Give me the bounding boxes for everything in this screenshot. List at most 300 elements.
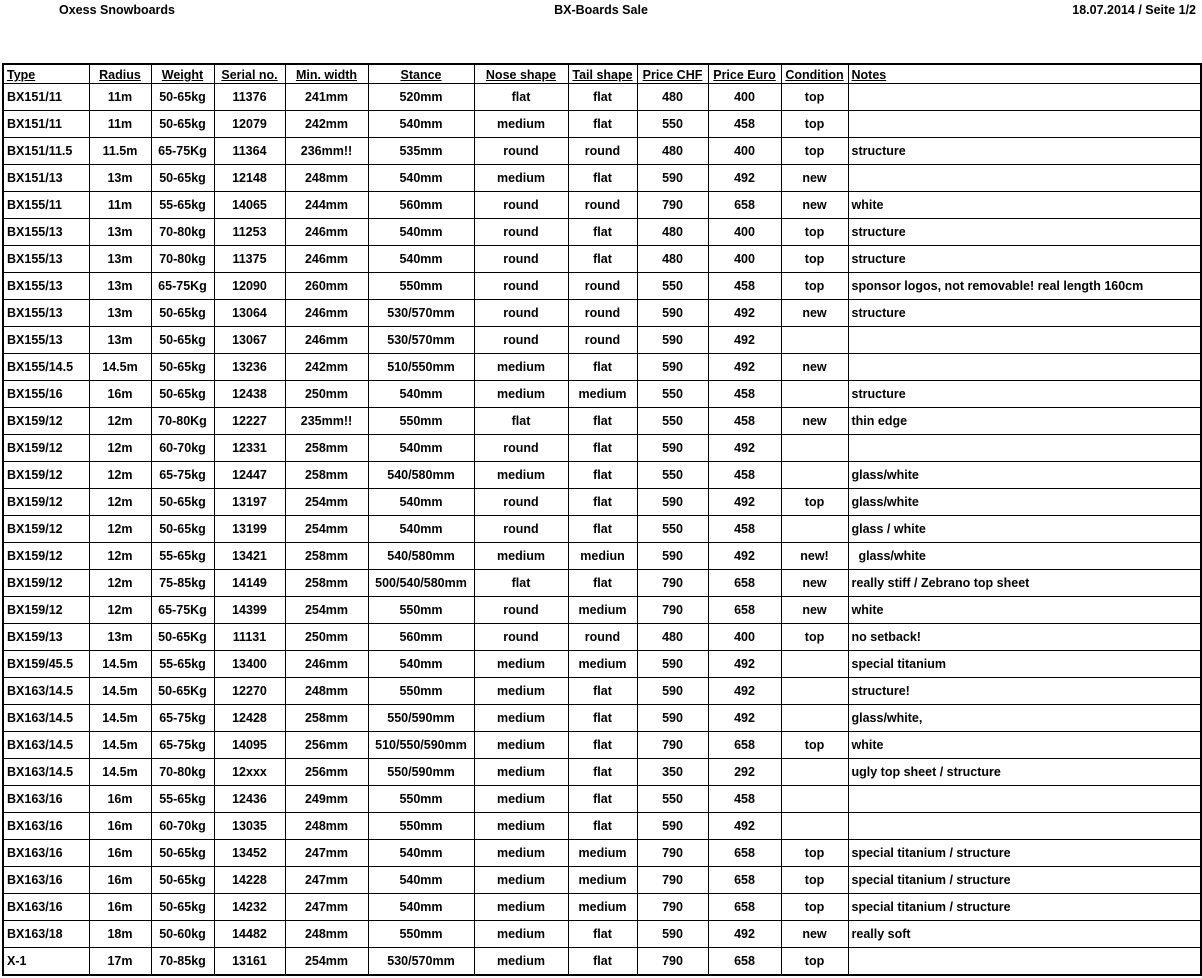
cell-serial-no: 11131 bbox=[214, 624, 285, 651]
cell-min-width: 246mm bbox=[285, 327, 368, 354]
cell-min-width: 254mm bbox=[285, 489, 368, 516]
cell-stance: 540mm bbox=[368, 381, 474, 408]
column-header-stance: Stance bbox=[368, 64, 474, 84]
cell-serial-no: 13035 bbox=[214, 813, 285, 840]
table-row bbox=[3, 597, 1201, 624]
table-row bbox=[3, 867, 1201, 894]
cell-price-chf: 790 bbox=[637, 894, 708, 921]
cell-nose-shape: medium bbox=[474, 651, 568, 678]
cell-type: BX163/14.5 bbox=[3, 678, 89, 705]
table-row bbox=[3, 516, 1201, 543]
cell-price-euro: 492 bbox=[708, 354, 781, 381]
cell-price-chf: 550 bbox=[637, 408, 708, 435]
cell-price-chf: 590 bbox=[637, 300, 708, 327]
cell-type: BX155/13 bbox=[3, 219, 89, 246]
cell-nose-shape: round bbox=[474, 246, 568, 273]
table-row bbox=[3, 921, 1201, 948]
cell-serial-no: 13452 bbox=[214, 840, 285, 867]
cell-weight: 60-70kg bbox=[151, 435, 214, 462]
cell-weight: 50-60kg bbox=[151, 921, 214, 948]
cell-stance: 520mm bbox=[368, 84, 474, 111]
table-row bbox=[3, 813, 1201, 840]
cell-weight: 65-75Kg bbox=[151, 273, 214, 300]
cell-notes: sponsor logos, not removable! real length 160cm bbox=[848, 273, 1201, 300]
cell-notes: ugly top sheet / structure bbox=[848, 759, 1201, 786]
cell-stance: 550mm bbox=[368, 408, 474, 435]
cell-radius: 12m bbox=[89, 516, 151, 543]
cell-min-width: 242mm bbox=[285, 354, 368, 381]
cell-radius: 14.5m bbox=[89, 651, 151, 678]
cell-condition: top bbox=[781, 138, 848, 165]
cell-price-chf: 790 bbox=[637, 570, 708, 597]
cell-stance: 550mm bbox=[368, 813, 474, 840]
cell-nose-shape: medium bbox=[474, 543, 568, 570]
cell-tail-shape: flat bbox=[568, 948, 637, 976]
cell-price-chf: 550 bbox=[637, 111, 708, 138]
column-header-radius: Radius bbox=[89, 64, 151, 84]
cell-type: BX159/45.5 bbox=[3, 651, 89, 678]
document-subtitle: BX-Boards Sale bbox=[554, 3, 648, 17]
cell-radius: 12m bbox=[89, 543, 151, 570]
column-header-notes: Notes bbox=[848, 64, 1201, 84]
table-row bbox=[3, 300, 1201, 327]
cell-weight: 55-65kg bbox=[151, 651, 214, 678]
table-row bbox=[3, 381, 1201, 408]
cell-weight: 60-70kg bbox=[151, 813, 214, 840]
cell-tail-shape: flat bbox=[568, 489, 637, 516]
cell-condition bbox=[781, 327, 848, 354]
cell-nose-shape: round bbox=[474, 219, 568, 246]
cell-stance: 530/570mm bbox=[368, 300, 474, 327]
cell-type: BX159/12 bbox=[3, 489, 89, 516]
cell-condition: top bbox=[781, 732, 848, 759]
cell-stance: 540mm bbox=[368, 867, 474, 894]
cell-nose-shape: medium bbox=[474, 894, 568, 921]
cell-serial-no: 13400 bbox=[214, 651, 285, 678]
cell-type: BX159/12 bbox=[3, 543, 89, 570]
table-row bbox=[3, 894, 1201, 921]
column-header-weight: Weight bbox=[151, 64, 214, 84]
cell-notes bbox=[848, 948, 1201, 976]
cell-type: BX151/11.5 bbox=[3, 138, 89, 165]
cell-type: BX155/16 bbox=[3, 381, 89, 408]
cell-notes: glass/white bbox=[848, 489, 1201, 516]
cell-tail-shape: flat bbox=[568, 462, 637, 489]
cell-radius: 13m bbox=[89, 219, 151, 246]
cell-min-width: 247mm bbox=[285, 840, 368, 867]
cell-serial-no: 11364 bbox=[214, 138, 285, 165]
cell-nose-shape: medium bbox=[474, 840, 568, 867]
cell-notes: glass/white, bbox=[848, 705, 1201, 732]
cell-nose-shape: round bbox=[474, 597, 568, 624]
cell-tail-shape: flat bbox=[568, 759, 637, 786]
cell-condition: top bbox=[781, 867, 848, 894]
cell-weight: 65-75Kg bbox=[151, 597, 214, 624]
cell-stance: 540mm bbox=[368, 435, 474, 462]
table-row bbox=[3, 651, 1201, 678]
cell-radius: 12m bbox=[89, 597, 151, 624]
cell-nose-shape: round bbox=[474, 327, 568, 354]
cell-tail-shape: flat bbox=[568, 516, 637, 543]
cell-price-euro: 458 bbox=[708, 786, 781, 813]
cell-nose-shape: medium bbox=[474, 813, 568, 840]
cell-price-euro: 492 bbox=[708, 651, 781, 678]
cell-stance: 540mm bbox=[368, 219, 474, 246]
table-row bbox=[3, 840, 1201, 867]
cell-weight: 50-65kg bbox=[151, 381, 214, 408]
cell-serial-no: 12436 bbox=[214, 786, 285, 813]
cell-condition: new bbox=[781, 354, 848, 381]
cell-condition: top bbox=[781, 84, 848, 111]
cell-weight: 55-65kg bbox=[151, 543, 214, 570]
cell-condition: new bbox=[781, 597, 848, 624]
cell-radius: 16m bbox=[89, 381, 151, 408]
cell-price-chf: 590 bbox=[637, 678, 708, 705]
cell-nose-shape: round bbox=[474, 489, 568, 516]
cell-type: BX155/13 bbox=[3, 300, 89, 327]
cell-price-euro: 492 bbox=[708, 489, 781, 516]
cell-stance: 540mm bbox=[368, 651, 474, 678]
cell-min-width: 247mm bbox=[285, 894, 368, 921]
cell-tail-shape: flat bbox=[568, 921, 637, 948]
cell-stance: 540mm bbox=[368, 840, 474, 867]
cell-serial-no: 13197 bbox=[214, 489, 285, 516]
cell-stance: 550mm bbox=[368, 597, 474, 624]
table-header bbox=[3, 64, 1201, 84]
cell-nose-shape: medium bbox=[474, 948, 568, 976]
cell-price-euro: 400 bbox=[708, 138, 781, 165]
cell-nose-shape: round bbox=[474, 516, 568, 543]
cell-nose-shape: flat bbox=[474, 84, 568, 111]
cell-tail-shape: flat bbox=[568, 219, 637, 246]
cell-tail-shape: medium bbox=[568, 597, 637, 624]
column-header-tail-shape: Tail shape bbox=[568, 64, 637, 84]
cell-serial-no: 13064 bbox=[214, 300, 285, 327]
cell-condition: top bbox=[781, 948, 848, 976]
cell-notes bbox=[848, 327, 1201, 354]
cell-type: BX151/11 bbox=[3, 111, 89, 138]
cell-price-chf: 480 bbox=[637, 246, 708, 273]
cell-price-chf: 790 bbox=[637, 867, 708, 894]
cell-price-euro: 458 bbox=[708, 462, 781, 489]
cell-radius: 11m bbox=[89, 111, 151, 138]
cell-min-width: 244mm bbox=[285, 192, 368, 219]
cell-price-chf: 550 bbox=[637, 273, 708, 300]
cell-serial-no: 14065 bbox=[214, 192, 285, 219]
cell-serial-no: 14149 bbox=[214, 570, 285, 597]
cell-tail-shape: medium bbox=[568, 381, 637, 408]
cell-price-euro: 658 bbox=[708, 840, 781, 867]
cell-radius: 12m bbox=[89, 408, 151, 435]
date-page-number: 18.07.2014 / Seite 1/2 bbox=[1072, 3, 1196, 17]
cell-weight: 65-75Kg bbox=[151, 138, 214, 165]
cell-price-chf: 480 bbox=[637, 138, 708, 165]
table-row bbox=[3, 489, 1201, 516]
table-row bbox=[3, 246, 1201, 273]
cell-serial-no: 13421 bbox=[214, 543, 285, 570]
cell-min-width: 247mm bbox=[285, 867, 368, 894]
cell-notes: really soft bbox=[848, 921, 1201, 948]
cell-weight: 50-65kg bbox=[151, 516, 214, 543]
column-header-price-chf: Price CHF bbox=[637, 64, 708, 84]
cell-stance: 550mm bbox=[368, 273, 474, 300]
cell-nose-shape: round bbox=[474, 273, 568, 300]
table-body bbox=[3, 84, 1201, 976]
cell-stance: 540/580mm bbox=[368, 543, 474, 570]
cell-tail-shape: flat bbox=[568, 354, 637, 381]
cell-stance: 560mm bbox=[368, 192, 474, 219]
cell-stance: 550mm bbox=[368, 678, 474, 705]
cell-type: BX163/18 bbox=[3, 921, 89, 948]
cell-min-width: 258mm bbox=[285, 705, 368, 732]
cell-type: BX151/13 bbox=[3, 165, 89, 192]
cell-condition bbox=[781, 462, 848, 489]
cell-notes: structure bbox=[848, 246, 1201, 273]
cell-condition bbox=[781, 759, 848, 786]
cell-weight: 50-65kg bbox=[151, 489, 214, 516]
cell-tail-shape: flat bbox=[568, 165, 637, 192]
cell-nose-shape: medium bbox=[474, 759, 568, 786]
cell-notes bbox=[848, 813, 1201, 840]
cell-stance: 510/550/590mm bbox=[368, 732, 474, 759]
cell-notes: special titanium / structure bbox=[848, 894, 1201, 921]
cell-radius: 11m bbox=[89, 84, 151, 111]
cell-min-width: 248mm bbox=[285, 813, 368, 840]
column-header-price-euro: Price Euro bbox=[708, 64, 781, 84]
cell-type: BX163/14.5 bbox=[3, 705, 89, 732]
cell-tail-shape: medium bbox=[568, 867, 637, 894]
cell-notes bbox=[848, 435, 1201, 462]
cell-stance: 540mm bbox=[368, 489, 474, 516]
cell-weight: 50-65kg bbox=[151, 867, 214, 894]
cell-serial-no: 11375 bbox=[214, 246, 285, 273]
document-title: Oxess Snowboards bbox=[59, 3, 176, 17]
cell-price-chf: 590 bbox=[637, 165, 708, 192]
cell-condition: new bbox=[781, 192, 848, 219]
table-row bbox=[3, 192, 1201, 219]
cell-price-euro: 400 bbox=[708, 84, 781, 111]
cell-stance: 540mm bbox=[368, 516, 474, 543]
cell-radius: 13m bbox=[89, 165, 151, 192]
cell-notes: white bbox=[848, 597, 1201, 624]
cell-condition: new bbox=[781, 300, 848, 327]
cell-condition bbox=[781, 381, 848, 408]
table-row bbox=[3, 408, 1201, 435]
cell-weight: 50-65kg bbox=[151, 840, 214, 867]
cell-type: BX155/13 bbox=[3, 273, 89, 300]
cell-nose-shape: medium bbox=[474, 165, 568, 192]
table-row bbox=[3, 354, 1201, 381]
table-row bbox=[3, 219, 1201, 246]
cell-weight: 50-65kg bbox=[151, 84, 214, 111]
cell-radius: 16m bbox=[89, 813, 151, 840]
cell-tail-shape: medium bbox=[568, 651, 637, 678]
cell-tail-shape: flat bbox=[568, 246, 637, 273]
cell-weight: 70-85kg bbox=[151, 948, 214, 976]
cell-min-width: 248mm bbox=[285, 921, 368, 948]
cell-price-chf: 790 bbox=[637, 732, 708, 759]
cell-min-width: 258mm bbox=[285, 543, 368, 570]
cell-price-chf: 790 bbox=[637, 840, 708, 867]
cell-weight: 65-75kg bbox=[151, 462, 214, 489]
cell-price-euro: 458 bbox=[708, 273, 781, 300]
cell-nose-shape: medium bbox=[474, 732, 568, 759]
cell-type: BX163/14.5 bbox=[3, 759, 89, 786]
cell-serial-no: 12227 bbox=[214, 408, 285, 435]
cell-stance: 530/570mm bbox=[368, 948, 474, 976]
cell-price-euro: 658 bbox=[708, 732, 781, 759]
cell-type: BX155/13 bbox=[3, 327, 89, 354]
cell-type: BX159/12 bbox=[3, 408, 89, 435]
cell-radius: 13m bbox=[89, 246, 151, 273]
cell-notes: glass / white bbox=[848, 516, 1201, 543]
cell-tail-shape: flat bbox=[568, 111, 637, 138]
cell-serial-no: 12xxx bbox=[214, 759, 285, 786]
cell-min-width: 235mm!! bbox=[285, 408, 368, 435]
table-row bbox=[3, 759, 1201, 786]
cell-tail-shape: mediun bbox=[568, 543, 637, 570]
cell-price-chf: 590 bbox=[637, 435, 708, 462]
cell-type: X-1 bbox=[3, 948, 89, 976]
cell-stance: 540mm bbox=[368, 246, 474, 273]
cell-price-euro: 458 bbox=[708, 516, 781, 543]
cell-type: BX163/16 bbox=[3, 813, 89, 840]
cell-tail-shape: round bbox=[568, 624, 637, 651]
cell-price-euro: 658 bbox=[708, 894, 781, 921]
cell-min-width: 258mm bbox=[285, 570, 368, 597]
cell-radius: 11.5m bbox=[89, 138, 151, 165]
cell-min-width: 242mm bbox=[285, 111, 368, 138]
cell-type: BX159/13 bbox=[3, 624, 89, 651]
cell-tail-shape: flat bbox=[568, 678, 637, 705]
cell-notes: structure bbox=[848, 219, 1201, 246]
column-header-nose-shape: Nose shape bbox=[474, 64, 568, 84]
cell-price-euro: 492 bbox=[708, 678, 781, 705]
cell-nose-shape: round bbox=[474, 624, 568, 651]
cell-radius: 14.5m bbox=[89, 678, 151, 705]
cell-serial-no: 11253 bbox=[214, 219, 285, 246]
cell-min-width: 254mm bbox=[285, 516, 368, 543]
cell-condition: top bbox=[781, 246, 848, 273]
cell-condition: top bbox=[781, 840, 848, 867]
cell-notes: white bbox=[848, 192, 1201, 219]
cell-condition bbox=[781, 786, 848, 813]
cell-radius: 16m bbox=[89, 894, 151, 921]
cell-weight: 50-65kg bbox=[151, 327, 214, 354]
cell-tail-shape: medium bbox=[568, 840, 637, 867]
cell-price-chf: 590 bbox=[637, 327, 708, 354]
cell-serial-no: 12331 bbox=[214, 435, 285, 462]
cell-price-chf: 590 bbox=[637, 489, 708, 516]
cell-condition bbox=[781, 651, 848, 678]
cell-notes bbox=[848, 84, 1201, 111]
cell-price-euro: 292 bbox=[708, 759, 781, 786]
cell-serial-no: 13067 bbox=[214, 327, 285, 354]
cell-price-euro: 492 bbox=[708, 921, 781, 948]
cell-price-chf: 550 bbox=[637, 786, 708, 813]
cell-price-chf: 790 bbox=[637, 597, 708, 624]
cell-stance: 540mm bbox=[368, 165, 474, 192]
cell-type: BX163/16 bbox=[3, 786, 89, 813]
cell-nose-shape: medium bbox=[474, 678, 568, 705]
cell-price-chf: 550 bbox=[637, 462, 708, 489]
cell-condition: new bbox=[781, 408, 848, 435]
cell-price-chf: 480 bbox=[637, 84, 708, 111]
cell-weight: 70-80kg bbox=[151, 219, 214, 246]
cell-nose-shape: medium bbox=[474, 381, 568, 408]
cell-notes: structure bbox=[848, 381, 1201, 408]
cell-radius: 14.5m bbox=[89, 732, 151, 759]
cell-price-euro: 400 bbox=[708, 219, 781, 246]
table-row bbox=[3, 435, 1201, 462]
cell-min-width: 246mm bbox=[285, 246, 368, 273]
cell-price-euro: 658 bbox=[708, 570, 781, 597]
cell-nose-shape: round bbox=[474, 300, 568, 327]
cell-min-width: 258mm bbox=[285, 462, 368, 489]
cell-price-chf: 550 bbox=[637, 516, 708, 543]
table-row bbox=[3, 678, 1201, 705]
cell-type: BX155/14.5 bbox=[3, 354, 89, 381]
table-row bbox=[3, 786, 1201, 813]
cell-nose-shape: round bbox=[474, 192, 568, 219]
cell-weight: 50-65Kg bbox=[151, 678, 214, 705]
cell-serial-no: 12438 bbox=[214, 381, 285, 408]
cell-condition: top bbox=[781, 624, 848, 651]
cell-weight: 55-65kg bbox=[151, 786, 214, 813]
cell-stance: 550mm bbox=[368, 786, 474, 813]
cell-tail-shape: flat bbox=[568, 408, 637, 435]
cell-radius: 18m bbox=[89, 921, 151, 948]
cell-type: BX159/12 bbox=[3, 516, 89, 543]
cell-min-width: 246mm bbox=[285, 651, 368, 678]
table-row bbox=[3, 732, 1201, 759]
cell-condition: top bbox=[781, 273, 848, 300]
cell-notes: structure! bbox=[848, 678, 1201, 705]
cell-condition: new bbox=[781, 921, 848, 948]
table-row bbox=[3, 462, 1201, 489]
cell-price-euro: 492 bbox=[708, 165, 781, 192]
cell-condition: top bbox=[781, 219, 848, 246]
cell-condition: new bbox=[781, 570, 848, 597]
cell-type: BX163/16 bbox=[3, 894, 89, 921]
cell-condition: top bbox=[781, 894, 848, 921]
table-row bbox=[3, 705, 1201, 732]
cell-price-euro: 658 bbox=[708, 867, 781, 894]
column-header-condition: Condition bbox=[781, 64, 848, 84]
cell-tail-shape: medium bbox=[568, 894, 637, 921]
cell-serial-no: 12148 bbox=[214, 165, 285, 192]
cell-price-chf: 790 bbox=[637, 948, 708, 976]
cell-stance: 540mm bbox=[368, 111, 474, 138]
table-row bbox=[3, 624, 1201, 651]
cell-type: BX159/12 bbox=[3, 597, 89, 624]
cell-notes: structure bbox=[848, 138, 1201, 165]
cell-notes: white bbox=[848, 732, 1201, 759]
cell-tail-shape: round bbox=[568, 327, 637, 354]
table-row bbox=[3, 84, 1201, 111]
header-row bbox=[3, 64, 1201, 84]
cell-serial-no: 12079 bbox=[214, 111, 285, 138]
cell-serial-no: 14228 bbox=[214, 867, 285, 894]
cell-nose-shape: flat bbox=[474, 570, 568, 597]
cell-price-euro: 400 bbox=[708, 624, 781, 651]
cell-radius: 12m bbox=[89, 435, 151, 462]
cell-radius: 17m bbox=[89, 948, 151, 976]
cell-radius: 12m bbox=[89, 462, 151, 489]
cell-tail-shape: flat bbox=[568, 570, 637, 597]
table-row bbox=[3, 327, 1201, 354]
cell-weight: 50-65kg bbox=[151, 165, 214, 192]
